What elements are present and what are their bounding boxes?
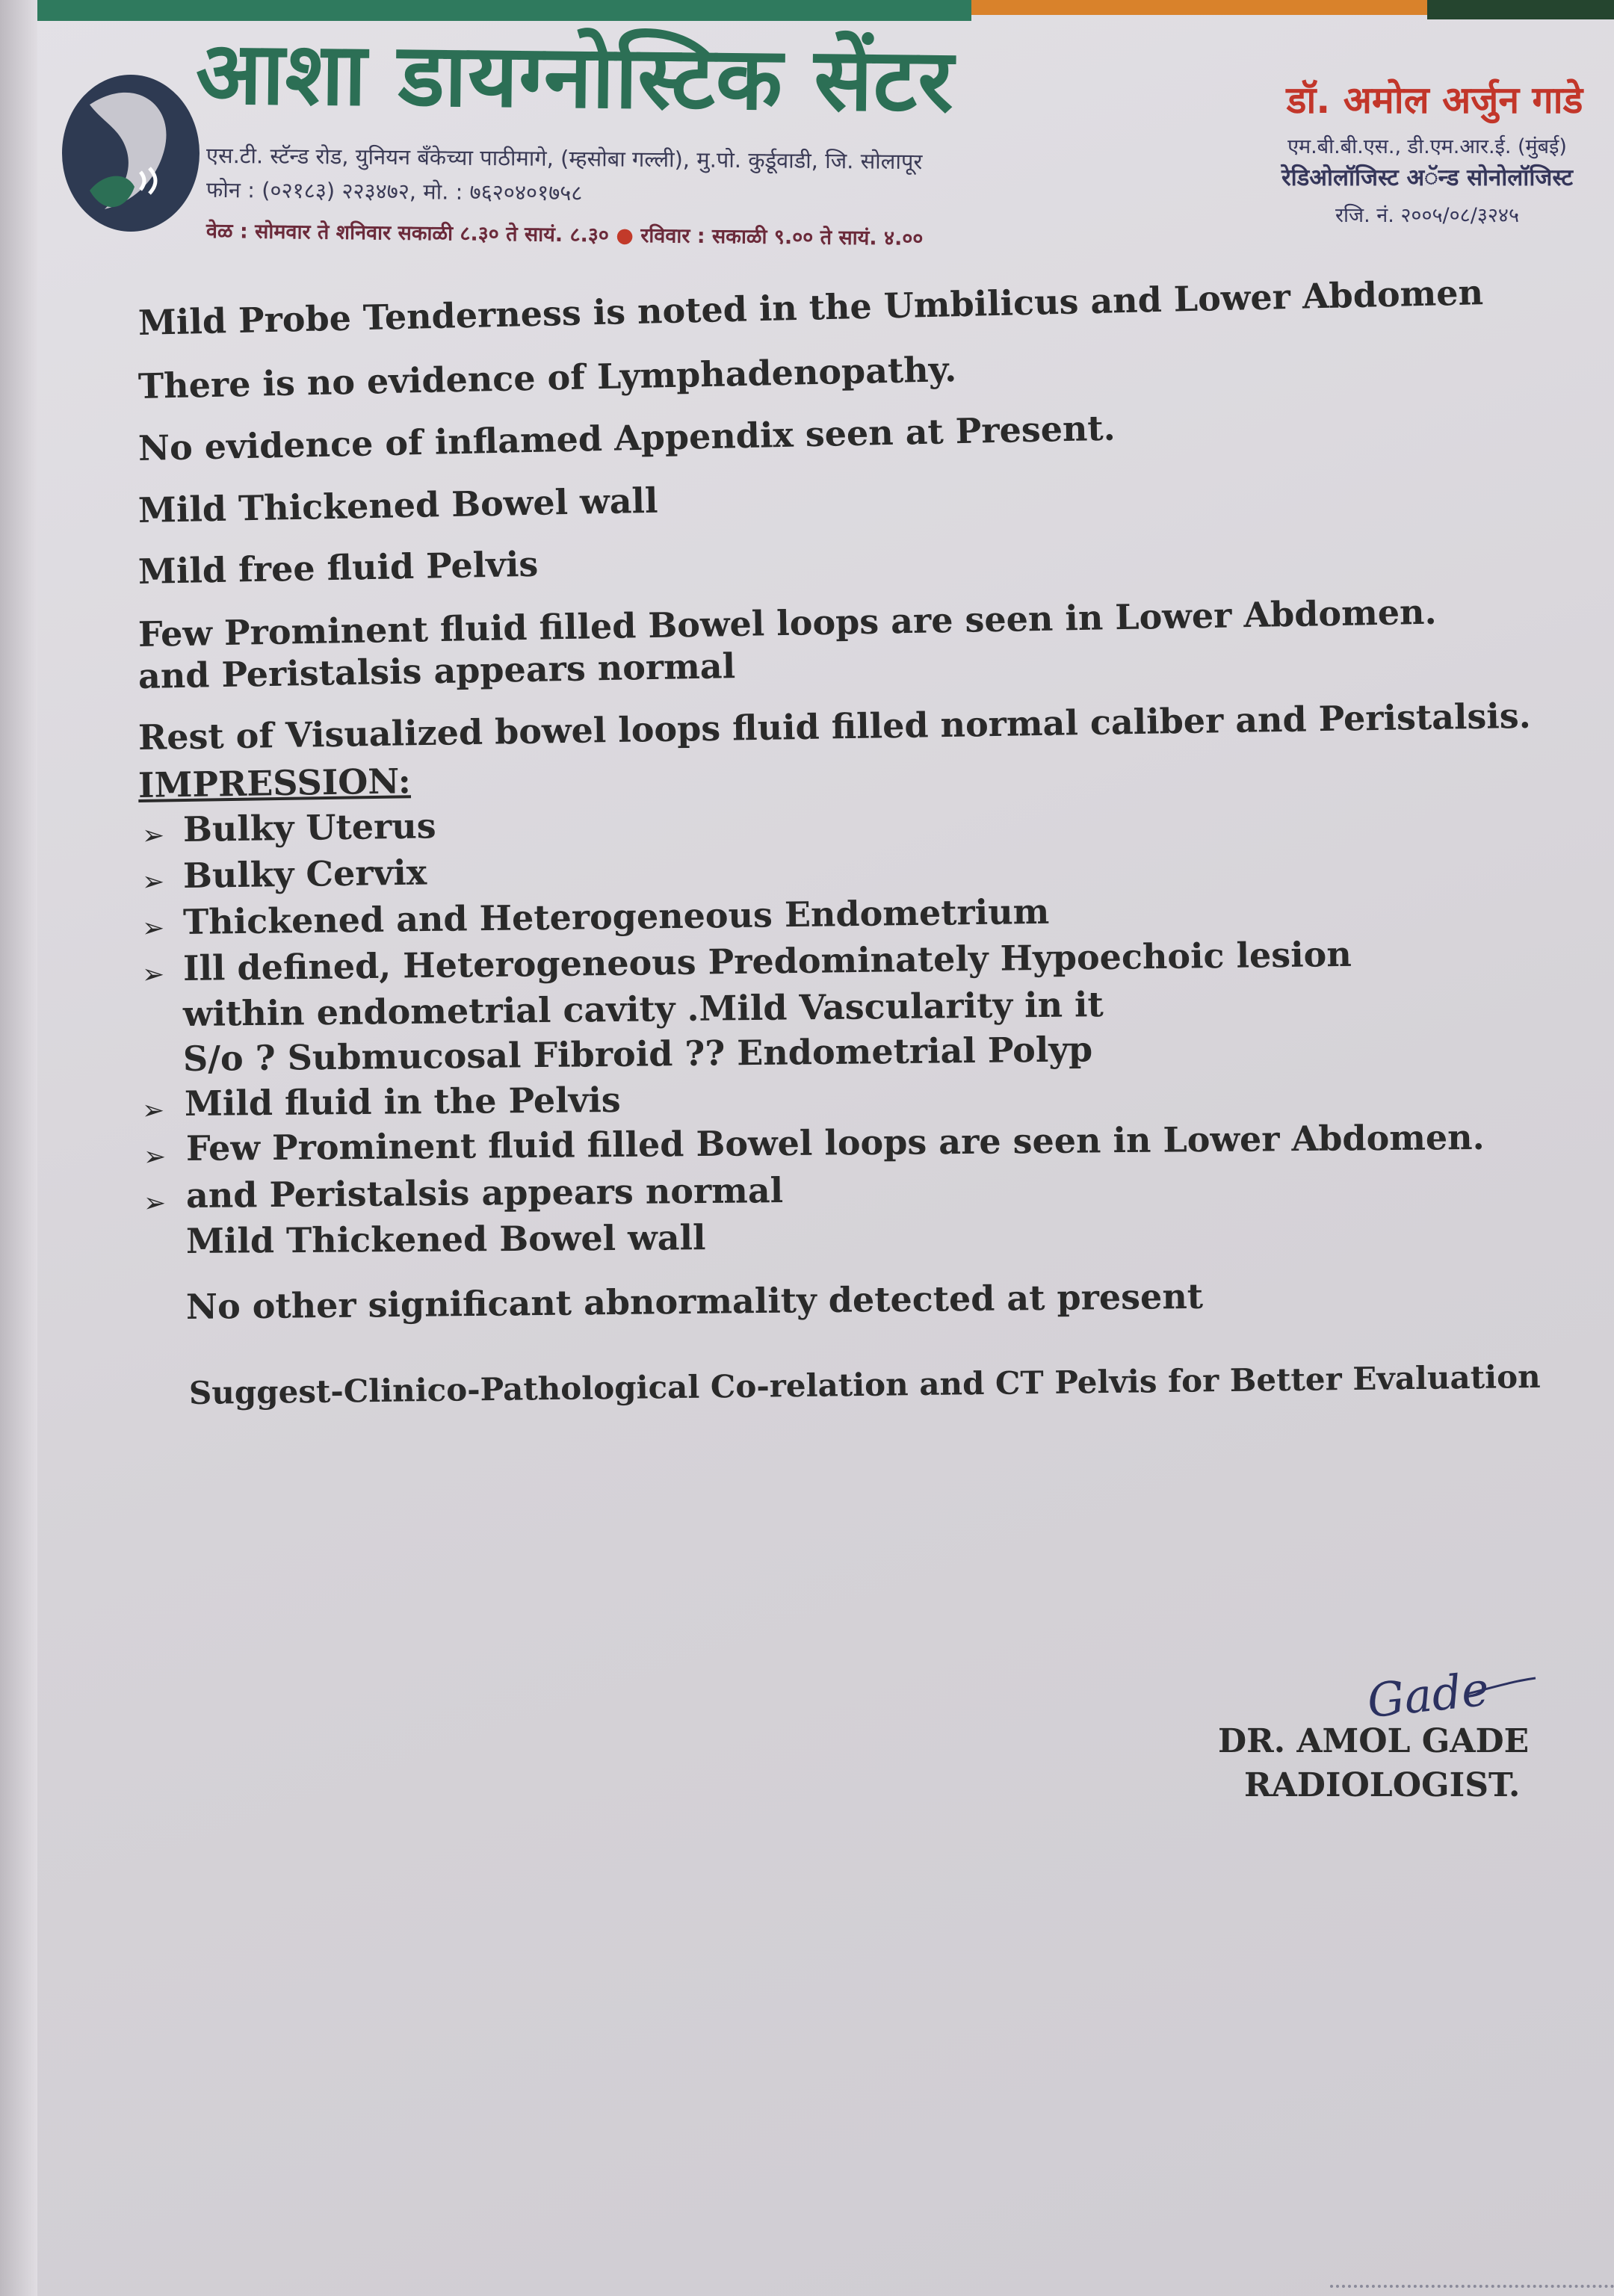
report-page	[37, 0, 1614, 2296]
finding-line: Mild Thickened Bowel wall	[137, 480, 658, 530]
impression-line: within endometrial cavity .Mild Vascularity in it	[182, 984, 1104, 1034]
clinic-address: एस.टी. स्टॅन्ड रोड, युनियन बँकेच्या पाठीमागे, (म्हसोबा गल्ली), मु.पो. कुर्डूवाडी, जि. सोलापूर	[205, 142, 923, 175]
doctor-role: रेडिओलॉजिस्ट अॅन्ड सोनोलॉजिस्ट	[1281, 164, 1574, 191]
clinic-hours-sunday: रविवार : सकाळी ९.०० ते सायं. ४.००	[640, 224, 924, 251]
impression-line: Few Prominent fluid filled Bowel loops are seen in Lower Abdomen.	[185, 1116, 1485, 1169]
bullet-arrow-icon: ➢	[142, 959, 165, 990]
finding-line: Rest of Visualized bowel loops fluid filled normal caliber and Peristalsis.	[137, 695, 1532, 758]
finding-line: and Peristalsis appears normal	[137, 646, 736, 696]
impression-line: Mild Thickened Bowel wall	[185, 1217, 706, 1261]
impression-line: Thickened and Heterogeneous Endometrium	[182, 891, 1050, 942]
report-body	[37, 0, 1614, 2296]
bullet-arrow-icon: ➢	[143, 1188, 167, 1219]
impression-line: Bulky Uterus	[182, 805, 436, 850]
bullet-arrow-icon: ➢	[142, 913, 165, 944]
impression-heading: IMPRESSION:	[137, 761, 412, 805]
finding-line: Mild free fluid Pelvis	[137, 543, 539, 592]
impression-line: Bulky Cervix	[182, 852, 427, 896]
clinic-hours-weekdays: वेळ : सोमवार ते शनिवार सकाळी ८.३० ते सायं. ८.३०	[205, 219, 610, 247]
bullet-arrow-icon: ➢	[142, 820, 165, 851]
bullet-arrow-icon: ➢	[142, 1095, 165, 1126]
impression-line: Mild fluid in the Pelvis	[184, 1079, 621, 1124]
clinic-name: आशा डायग्नोस्टिक सेंटर	[195, 22, 955, 132]
previous-page-edge	[0, 0, 37, 2296]
bullet-arrow-icon: ➢	[143, 1142, 167, 1172]
signature-scrawl	[1352, 1651, 1547, 1733]
doctor-registration: रजि. नं. २००५/०८/३२४५	[1335, 204, 1519, 227]
impression-line: S/o ? Submucosal Fibroid ?? Endometrial Polyp	[182, 1029, 1093, 1079]
svg-text:Gade: Gade	[1364, 1661, 1491, 1729]
clinic-phone: फोन : (०२१८३) २२३४७२, मो. : ७६२०४०१७५८	[205, 176, 583, 206]
finding-line: There is no evidence of Lymphadenopathy.	[137, 349, 957, 406]
signatory-title: RADIOLOGIST.	[1244, 1766, 1521, 1804]
bullet-arrow-icon: ➢	[142, 867, 165, 897]
signatory-name: DR. AMOL GADE	[1218, 1722, 1530, 1760]
perforated-edge	[1330, 2285, 1614, 2288]
finding-line: Few Prominent fluid filled Bowel loops are seen in Lower Abdomen.	[137, 591, 1437, 655]
doctor-name-marathi: डॉ. अमोल अर्जुन गाडे	[1286, 78, 1583, 122]
suggestion-line: Suggest-Clinico-Pathological Co-relation and CT Pelvis for Better Evaluation	[188, 1358, 1541, 1411]
finding-line: No evidence of inflamed Appendix seen at Present.	[137, 407, 1116, 468]
conclusion-line: No other significant abnormality detected at present	[185, 1275, 1204, 1327]
doctor-qualifications: एम.बी.बी.एस., डी.एम.आर.ई. (मुंबई)	[1287, 135, 1567, 158]
separator-dot-icon: ●	[616, 223, 641, 248]
impression-line: Ill defined, Heterogeneous Predominately Hypoechoic lesion	[182, 933, 1352, 988]
impression-line: and Peristalsis appears normal	[185, 1170, 784, 1216]
finding-line: Mild Probe Tenderness is noted in the Umbilicus and Lower Abdomen	[137, 272, 1484, 343]
